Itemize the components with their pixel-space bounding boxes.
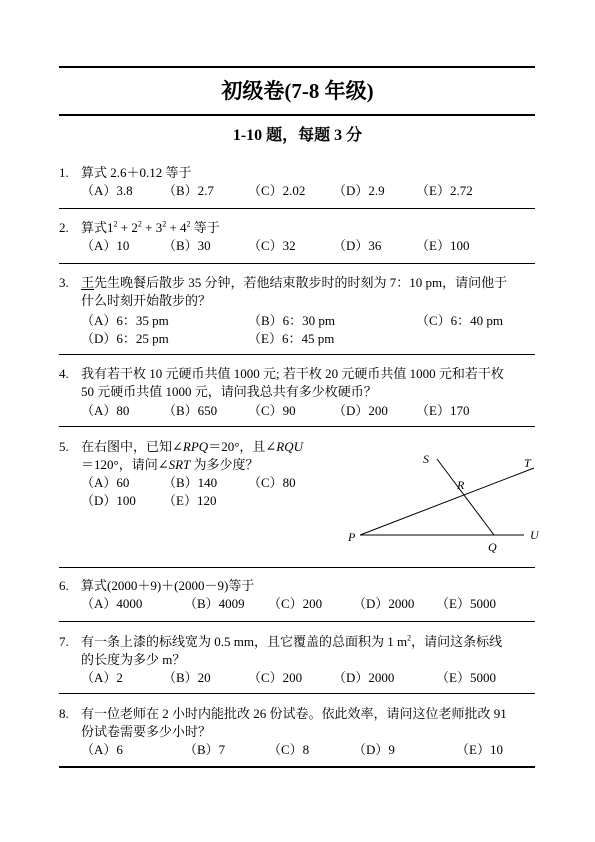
question-number: 8. (59, 706, 69, 721)
question-text-line2: 什么时刻开始散步的？ (81, 293, 212, 308)
question-number: 7. (59, 634, 69, 649)
option-e: （E）5000 (436, 596, 496, 611)
option-d: （D）2.9 (333, 183, 385, 198)
question-8 (59, 705, 535, 763)
option-a: （A）2 (81, 670, 123, 685)
option-b: （B）4009 (184, 596, 245, 611)
question-1 (59, 164, 535, 204)
question-4 (59, 365, 535, 423)
page-title: 初级卷(7-8 年级) (221, 79, 374, 103)
question-number: 4. (59, 366, 69, 381)
label-t: T (524, 456, 531, 470)
label-u: U (530, 528, 539, 542)
question-text: 在右图中，已知∠RPQ＝20°，且∠RQU (81, 439, 303, 454)
question-number: 1. (59, 165, 69, 180)
label-s: S (423, 452, 429, 466)
label-q: Q (488, 540, 497, 554)
separator (59, 426, 535, 427)
option-a: （A）60 (81, 475, 130, 490)
option-d: （D）200 (333, 403, 388, 418)
question-number: 3. (59, 275, 69, 290)
option-c: （C）200 (248, 670, 303, 685)
option-e: （E）100 (416, 238, 470, 253)
option-b: （B）2.7 (163, 183, 214, 198)
option-c: （C）6：40 pm (416, 313, 504, 328)
option-c: （C）200 (268, 596, 323, 611)
question-7 (59, 633, 535, 691)
option-a: （A）80 (81, 403, 130, 418)
option-a: （A）10 (81, 238, 130, 253)
question-text-line2: 50 元硬币共值 1000 元，请问我总共有多少枚硬币？ (81, 384, 377, 399)
option-b: （B）6：30 pm (248, 313, 336, 328)
question-3 (59, 274, 535, 350)
option-a: （A）6：35 pm (81, 313, 169, 328)
question-text: 王先生晚餐后散步 35 分钟，若他结束散步时的时刻为 7：10 pm，请问他于 (81, 275, 508, 290)
geometry-figure (340, 445, 550, 560)
question-text: 我有若干枚 10 元硬币共值 1000 元; 若干枚 20 元硬币共值 1000 元和若干枚 (81, 366, 504, 381)
option-e: （E）5000 (436, 670, 496, 685)
option-a: （A）4000 (81, 596, 143, 611)
option-b: （B）30 (163, 238, 211, 253)
label-p: P (348, 530, 356, 544)
label-r: R (457, 478, 465, 492)
separator (59, 263, 535, 264)
title-top-rule (59, 66, 535, 68)
option-d: （D）36 (333, 238, 382, 253)
question-2 (59, 219, 535, 259)
option-d: （D）6：25 pm (81, 331, 169, 346)
separator (59, 567, 535, 568)
question-text: 算式(2000＋9)＋(2000－9)等于 (81, 578, 255, 593)
option-a: （A）6 (81, 742, 123, 757)
line-sq (437, 459, 494, 535)
option-c: （C）32 (248, 238, 296, 253)
title-bottom-rule (59, 114, 535, 116)
option-c: （C）2.02 (248, 183, 306, 198)
question-number: 6. (59, 578, 69, 593)
question-number: 5. (59, 439, 69, 454)
question-6 (59, 577, 535, 617)
option-a: （A）3.8 (81, 183, 133, 198)
option-c: （C）90 (248, 403, 296, 418)
option-c: （C）8 (268, 742, 310, 757)
question-text-line2: 份试卷需要多少小时？ (81, 724, 212, 739)
question-text-line2: ＝120°，请问∠SRT 为多少度？ (81, 457, 259, 472)
separator (59, 354, 535, 355)
bottom-rule (59, 766, 535, 768)
option-b: （B）20 (163, 670, 211, 685)
question-text-line2: 的长度为多少 m？ (81, 652, 186, 667)
option-d: （D）2000 (333, 670, 395, 685)
line-pt (360, 468, 534, 535)
separator (59, 693, 535, 694)
question-text: 算式$1^2 + 2^2 + 3^2 + 4^2$ 等于 (81, 219, 220, 235)
option-e: （E）10 (456, 742, 503, 757)
option-b: （B）650 (163, 403, 218, 418)
question-text: 有一条上漆的标线宽为 0.5 mm，且它覆盖的总面积为 1 $m^2$，请问这条标线 (81, 633, 503, 649)
section-subtitle: 1-10 题，每题 3 分 (232, 127, 363, 144)
option-e: （E）120 (163, 493, 217, 508)
separator (59, 208, 535, 209)
option-b: （B）140 (163, 475, 218, 490)
option-d: （D）2000 (353, 596, 415, 611)
question-text: 有一位老师在 2 小时内能批改 26 份试卷。依此效率，请问这位老师批改 91 (81, 706, 507, 721)
option-d: （D）9 (353, 742, 395, 757)
option-e: （E）170 (416, 403, 470, 418)
option-e: （E）6：45 pm (248, 331, 335, 346)
option-b: （B）7 (184, 742, 226, 757)
question-number: 2. (59, 220, 69, 235)
option-d: （D）100 (81, 493, 136, 508)
option-e: （E）2.72 (416, 183, 473, 198)
option-c: （C）80 (248, 475, 296, 490)
question-text: 算式 2.6＋0.12 等于 (81, 165, 192, 180)
separator (59, 621, 535, 622)
